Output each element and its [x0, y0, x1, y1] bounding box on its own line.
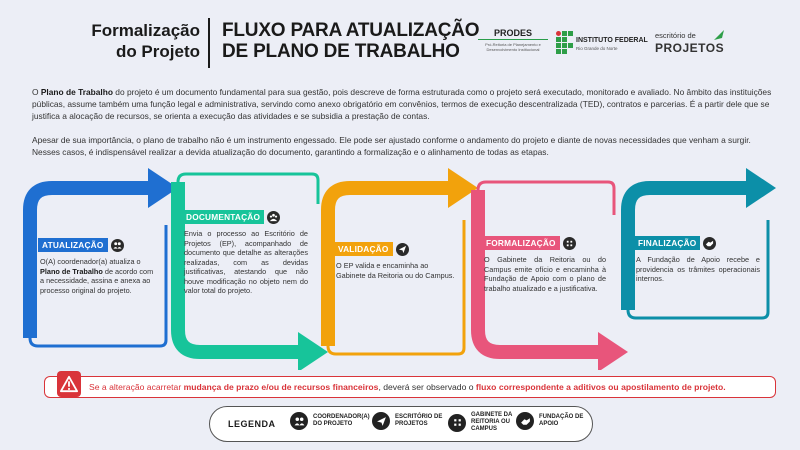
instituto-federal-logo-name: INSTITUTO FEDERAL — [576, 37, 648, 44]
step-documentacao-tag — [182, 210, 280, 224]
page-title-line-2: DE PLANO DE TRABALHO — [222, 41, 460, 62]
warning-text: Se a alteração acarretar mudança de prazo e/ou de recursos financeiros, deverá ser observado o fluxo correspondente a aditivos ou apostilamento de projeto. — [89, 382, 726, 392]
leaf-icon — [712, 28, 726, 42]
warning-banner — [44, 376, 776, 398]
people-icon — [290, 412, 308, 430]
step-formalizacao-tag — [482, 236, 576, 250]
step-documentacao-label: DOCUMENTAÇÃO — [182, 210, 264, 224]
section-title-line-2: do Projeto — [115, 42, 200, 61]
prodes-logo-name: PRODES — [478, 28, 548, 40]
intro-paragraph-1: O Plano de Trabalho do projeto é um documento fundamental para sua gestão, pois descreve de forma estruturada como o projeto será executado, monitorado e avaliado. No âmbito das instituições públicas, assume também uma função legal e administrativa, servindo como anexo obrigatório em convênios, termos de execução descentralizada (TED), contratos e parcerias. É a partir dele que se justifica a alocação de recursos, se orienta a execução das atividades e se subsidia a prestação de contas. — [32, 87, 772, 121]
warning-icon — [57, 371, 81, 397]
step-atualizacao-text: O(A) coordenador(a) atualiza o Plano de Trabalho de acordo com a necessidade, assina e anexa ao processo original do projeto. — [40, 257, 154, 295]
escritorio-projetos-logo-small: escritório de — [655, 31, 696, 40]
step-documentacao-text: Envia o processo ao Escritório de Projetos (EP), acompanhado de documento que detalhe as alterações realizadas, com as devidas justificativas, atestando que não houve modificação no objeto nem do valor total do projeto. — [184, 229, 308, 295]
step-finalizacao-tag — [634, 236, 716, 250]
instituto-federal-logo — [556, 31, 646, 55]
legend-item-gabinete — [448, 412, 523, 433]
page-title — [222, 20, 479, 62]
prodes-logo-subtitle: Pró-Reitoria de Planejamento e Desenvolvimento Institucional — [485, 42, 541, 52]
building-icon — [563, 237, 576, 250]
building-icon — [448, 414, 466, 432]
header-divider — [208, 18, 210, 68]
legend-item-label: COORDENADOR(A) DO PROJETO — [313, 414, 370, 427]
send-icon — [372, 412, 390, 430]
handshake-icon — [703, 237, 716, 250]
step-validacao-tag — [334, 242, 409, 256]
prodes-logo — [478, 28, 548, 52]
people-icon — [267, 211, 280, 224]
legend-item-label: ESCRITÓRIO DE PROJETOS — [395, 414, 443, 427]
step-atualizacao-tag — [38, 238, 124, 252]
page-title-line-1: FLUXO PARA ATUALIZAÇÃO — [222, 20, 480, 41]
legend-item-fundacao — [516, 412, 591, 430]
step-atualizacao-label: ATUALIZAÇÃO — [38, 238, 108, 252]
section-title — [70, 20, 200, 62]
send-icon — [396, 243, 409, 256]
step-formalizacao-label: FORMALIZAÇÃO — [482, 236, 560, 250]
step-formalizacao-text: O Gabinete da Reitoria ou do Campus emite ofício e encaminha à Fundação de Apoio com o plano de trabalho atualizado e a justificativa. — [484, 255, 606, 293]
step-validacao-label: VALIDAÇÃO — [334, 242, 393, 256]
escritorio-projetos-logo-big: PROJETOS — [655, 41, 725, 55]
legend — [209, 406, 593, 442]
handshake-icon — [516, 412, 534, 430]
people-icon — [111, 239, 124, 252]
legend-item-label: FUNDAÇÃO DE APOIO — [539, 414, 584, 427]
section-title-line-1: Formalização — [91, 21, 200, 40]
instituto-federal-emblem-icon — [556, 31, 574, 55]
intro-text — [32, 86, 780, 170]
step-finalizacao-label: FINALIZAÇÃO — [634, 236, 700, 250]
process-flow — [0, 160, 800, 370]
step-validacao-text: O EP valida e encaminha ao Gabinete da Reitoria ou do Campus. — [336, 261, 455, 280]
intro-paragraph-2: Apesar de sua importância, o plano de trabalho não é um instrumento engessado. Ele pode ser ajustado conforme o andamento do projeto e diante de novas necessidades que venham a surgir. Nesses casos, é indispensável realizar a devida atualização do documento, garantindo a formalização e o alinhamento de todas as etapas. — [32, 135, 751, 157]
escritorio-projetos-logo — [650, 28, 740, 58]
step-finalizacao-text: A Fundação de Apoio recebe e providencia os trâmites operacionais internos. — [636, 255, 760, 283]
legend-item-label: GABINETE DA REITORIA OU CAMPUS — [471, 412, 513, 432]
legend-item-escritorio — [372, 412, 447, 430]
instituto-federal-logo-subtitle: Rio Grande do Norte — [576, 46, 618, 51]
header — [0, 0, 800, 78]
legend-item-coordenador — [290, 412, 370, 430]
legend-title: LEGENDA — [228, 419, 276, 429]
